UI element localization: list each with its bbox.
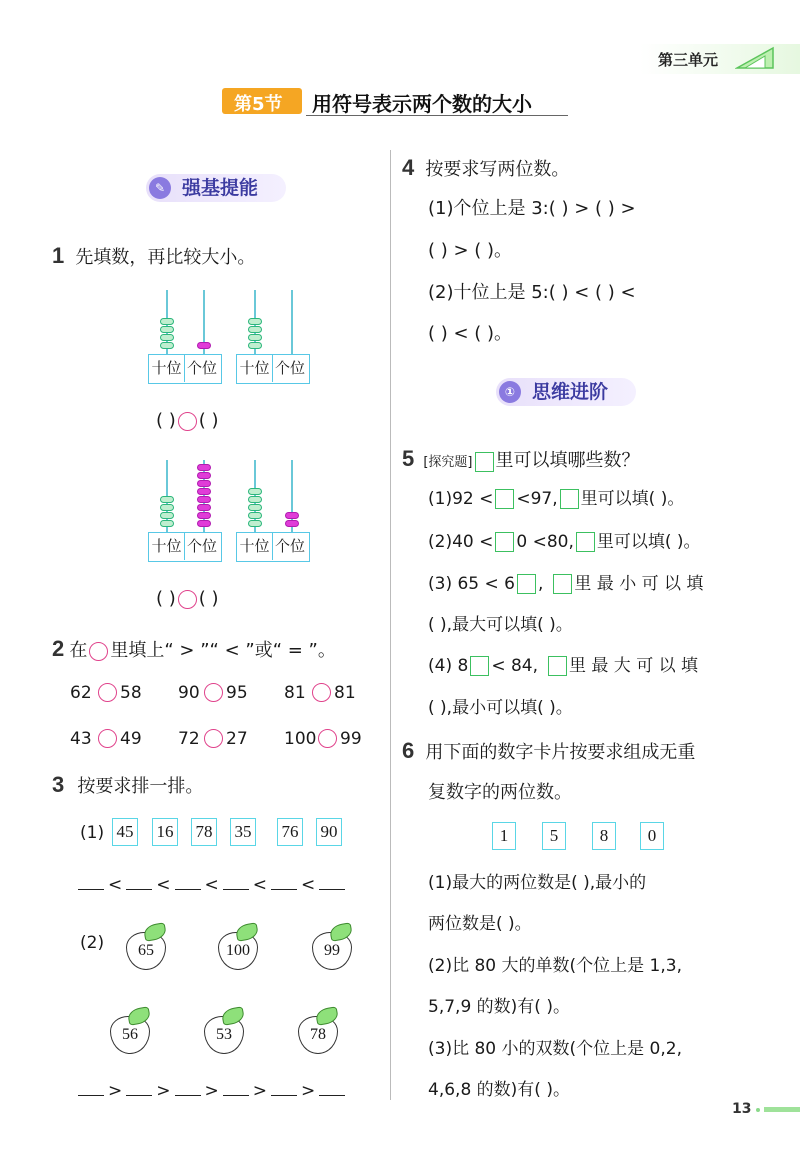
answer-square[interactable] [495, 489, 514, 509]
less-sign: < [204, 875, 219, 895]
q4-2-line1: (2)十位上是 5:( ) < ( ) < [428, 282, 636, 303]
less-sign: < [156, 875, 171, 895]
square-icon [560, 489, 579, 509]
less-sign: < [301, 875, 316, 895]
pill-label: 思维进阶 [532, 381, 609, 403]
q4-1-line2: ( ) > ( )。 [428, 240, 513, 261]
number-card: 35 [230, 818, 256, 846]
page-number: 13 [732, 1101, 752, 1117]
square-icon [576, 532, 595, 552]
strawberry [126, 924, 166, 968]
strawberry-number: 65 [138, 942, 154, 959]
q5-text: 里可以填( )。 [580, 489, 685, 509]
answer-blank[interactable] [175, 874, 201, 890]
abacus-bead [197, 488, 211, 495]
abacus-bead [197, 464, 211, 471]
page-title [306, 86, 568, 116]
q5-text: 里 最 小 可 以 填 [574, 574, 704, 594]
q4-2-line2: ( ) < ( )。 [428, 323, 513, 344]
answer-blank[interactable] [175, 1080, 201, 1096]
answer-blank[interactable] [223, 874, 249, 890]
q5-3-line2: ( ),最大可以填( )。 [428, 615, 573, 635]
q2-number: 43 [70, 729, 92, 749]
question-text: 里可以填哪些数？ [495, 450, 640, 471]
tens-label: 十位 [149, 355, 185, 382]
abacus-base [148, 532, 222, 562]
abacus-base [236, 354, 310, 384]
q2-number: 72 [178, 729, 200, 749]
answer-blank[interactable] [78, 1080, 104, 1096]
abacus-bead [160, 496, 174, 503]
section-pill-advanced [496, 378, 636, 406]
question-text: 按要求排一排。 [77, 776, 204, 797]
q5-4-line2: ( ),最小可以填( )。 [428, 698, 573, 718]
ruler-icon [735, 46, 775, 70]
compare-row-1 [156, 410, 219, 432]
section-pill-basic [146, 174, 286, 202]
answer-paren: ( ) [156, 410, 176, 431]
column-divider [390, 150, 391, 1100]
abacus-bead [160, 504, 174, 511]
answer-blank[interactable] [126, 874, 152, 890]
abacus-bead [197, 504, 211, 511]
square-icon [548, 656, 567, 676]
circle-icon [89, 642, 108, 661]
abacus-bead [197, 472, 211, 479]
page-title-text: 用符号表示两个数的大小 [312, 92, 532, 116]
strawberry [298, 1008, 338, 1052]
number-card: 45 [112, 818, 138, 846]
abacus-bead [248, 334, 262, 341]
question-text: 用下面的数字卡片按要求组成无重 [425, 742, 696, 763]
q3-2-answer-row [78, 1080, 349, 1102]
q2-number: 27 [226, 729, 248, 749]
q2-number: 99 [340, 729, 362, 749]
strawberry [110, 1008, 150, 1052]
abacus-bead [197, 480, 211, 487]
square-icon [553, 574, 572, 594]
unit-label: 第三单元 [658, 51, 719, 69]
answer-square[interactable] [470, 656, 489, 676]
compare-circle[interactable] [178, 590, 197, 609]
q6-3-line2: 4,6,8 的数)有( )。 [428, 1080, 570, 1100]
answer-blank[interactable] [319, 1080, 345, 1096]
ones-label: 个位 [274, 359, 305, 377]
question-number: 4 [402, 155, 415, 180]
number-card: 76 [277, 818, 303, 846]
compare-circle[interactable] [98, 683, 117, 702]
abacus-bead [197, 342, 211, 349]
q3-2-label: (2) [80, 933, 105, 953]
q2-number: 81 [284, 683, 306, 703]
question-text-post: 里填上“ > ”“ < ”或“ = ”。 [110, 640, 336, 661]
greater-sign: > [301, 1081, 316, 1101]
q2-number: 95 [226, 683, 248, 703]
ones-label: 个位 [186, 359, 217, 377]
abacus-bead [285, 520, 299, 527]
less-sign: < [252, 875, 267, 895]
tens-label: 十位 [237, 355, 273, 382]
page-line [764, 1107, 800, 1112]
question-text-line2: 复数字的两位数。 [428, 782, 572, 803]
question-4 [402, 155, 569, 181]
tens-label: 十位 [149, 533, 185, 560]
strawberry [218, 924, 258, 968]
abacus-bead [248, 520, 262, 527]
abacus-bead [197, 512, 211, 519]
section-badge [222, 88, 302, 114]
compare-circle[interactable] [318, 729, 337, 748]
question-number: 2 [52, 636, 65, 661]
question-text-pre: 在 [69, 640, 88, 661]
q2-number: 58 [120, 683, 142, 703]
q5-text: <97, [516, 489, 558, 509]
answer-blank[interactable] [319, 874, 345, 890]
answer-square[interactable] [517, 574, 536, 594]
greater-sign: > [108, 1081, 123, 1101]
question-number: 6 [402, 738, 415, 763]
abacus-base [236, 532, 310, 562]
section-label: 第5节 [234, 94, 283, 115]
q5-text: < 84, [491, 656, 538, 676]
abacus-rod [291, 290, 293, 354]
pill-label: 强基提能 [182, 177, 259, 199]
question-number: 1 [52, 243, 65, 268]
answer-blank[interactable] [271, 1080, 297, 1096]
digit-card: 1 [492, 822, 516, 850]
compare-circle[interactable] [312, 683, 331, 702]
digit-card: 8 [592, 822, 616, 850]
question-1 [52, 243, 255, 269]
strawberry [204, 1008, 244, 1052]
q4-1-line1: (1)个位上是 3:( ) > ( ) > [428, 198, 636, 219]
medal-icon: ① [499, 381, 521, 403]
q5-text: , [537, 574, 544, 594]
abacus-bead [248, 496, 262, 503]
q5-text: (1)92 < [428, 489, 494, 509]
unit-tab [640, 44, 800, 74]
strawberry-number: 56 [122, 1026, 138, 1043]
abacus-bead [248, 342, 262, 349]
q2-number: 90 [178, 683, 200, 703]
greater-sign: > [156, 1081, 171, 1101]
question-text: 先填数，再比较大小。 [75, 247, 256, 268]
number-card: 16 [152, 818, 178, 846]
q5-text: (2)40 < [428, 532, 494, 552]
q3-1-label: (1) [80, 823, 105, 843]
abacus-bead [160, 512, 174, 519]
abacus-bead [248, 318, 262, 325]
page-dot [756, 1108, 760, 1112]
q5-3 [428, 573, 703, 595]
q6-2-line1: (2)比 80 大的单数(个位上是 1,3, [428, 956, 682, 976]
compare-circle[interactable] [178, 412, 197, 431]
question-2 [52, 636, 336, 662]
abacus-bead [197, 496, 211, 503]
question-number: 3 [52, 772, 65, 797]
compare-row-2 [156, 588, 219, 610]
abacus-bead [160, 326, 174, 333]
ones-label: 个位 [186, 537, 217, 555]
abacus-bead [285, 512, 299, 519]
compare-circle[interactable] [204, 729, 223, 748]
abacus-base [148, 354, 222, 384]
question-5 [402, 446, 640, 472]
q5-4 [428, 655, 698, 677]
greater-sign: > [252, 1081, 267, 1101]
abacus-bead [160, 342, 174, 349]
square-icon [475, 452, 494, 472]
abacus-bead [160, 334, 174, 341]
question-3 [52, 772, 203, 798]
answer-blank[interactable] [126, 1080, 152, 1096]
abacus-bead [248, 488, 262, 495]
number-card: 78 [191, 818, 217, 846]
q5-text: 0 <80, [516, 532, 574, 552]
q5-text: (4) 8 [428, 656, 469, 676]
q2-number: 81 [334, 683, 356, 703]
question-text: 按要求写两位数。 [425, 159, 570, 180]
digit-card: 0 [640, 822, 664, 850]
page-number-bar [728, 1100, 800, 1120]
q2-number: 100 [284, 729, 317, 749]
ones-label: 个位 [274, 537, 305, 555]
abacus-bead [197, 520, 211, 527]
q5-text: (3) 65 < 6 [428, 574, 515, 594]
less-sign: < [108, 875, 123, 895]
strawberry-number: 100 [226, 942, 250, 959]
compare-circle[interactable] [204, 683, 223, 702]
answer-paren: ( ) [198, 410, 219, 431]
tens-label: 十位 [237, 533, 273, 560]
q6-1-line1: (1)最大的两位数是( ),最小的 [428, 873, 647, 893]
answer-paren: ( ) [198, 588, 219, 609]
abacus-bead [248, 504, 262, 511]
question-tag: [探究题] [423, 455, 473, 470]
number-card: 90 [316, 818, 342, 846]
answer-blank[interactable] [223, 1080, 249, 1096]
q6-3-line1: (3)比 80 小的双数(个位上是 0,2, [428, 1039, 682, 1059]
q2-number: 62 [70, 683, 92, 703]
greater-sign: > [204, 1081, 219, 1101]
q5-2 [428, 531, 701, 553]
strawberry [312, 924, 352, 968]
answer-square[interactable] [495, 532, 514, 552]
pencil-icon: ✎ [149, 177, 171, 199]
question-6 [402, 738, 695, 764]
q2-number: 49 [120, 729, 142, 749]
abacus-bead [160, 520, 174, 527]
compare-circle[interactable] [98, 729, 117, 748]
strawberry-number: 78 [310, 1026, 326, 1043]
abacus-bead [160, 318, 174, 325]
answer-blank[interactable] [78, 874, 104, 890]
strawberry-number: 99 [324, 942, 340, 959]
digit-card: 5 [542, 822, 566, 850]
strawberry-number: 53 [216, 1026, 232, 1043]
q5-text: 里 最 大 可 以 填 [569, 656, 699, 676]
q6-1-line2: 两位数是( )。 [428, 914, 532, 934]
abacus-bead [248, 326, 262, 333]
q5-text: 里可以填( )。 [596, 532, 701, 552]
q3-1-answer-row [78, 874, 349, 896]
abacus-bead [248, 512, 262, 519]
question-number: 5 [402, 446, 415, 471]
answer-paren: ( ) [156, 588, 176, 609]
q5-1 [428, 488, 684, 510]
q6-2-line2: 5,7,9 的数)有( )。 [428, 997, 570, 1017]
answer-blank[interactable] [271, 874, 297, 890]
